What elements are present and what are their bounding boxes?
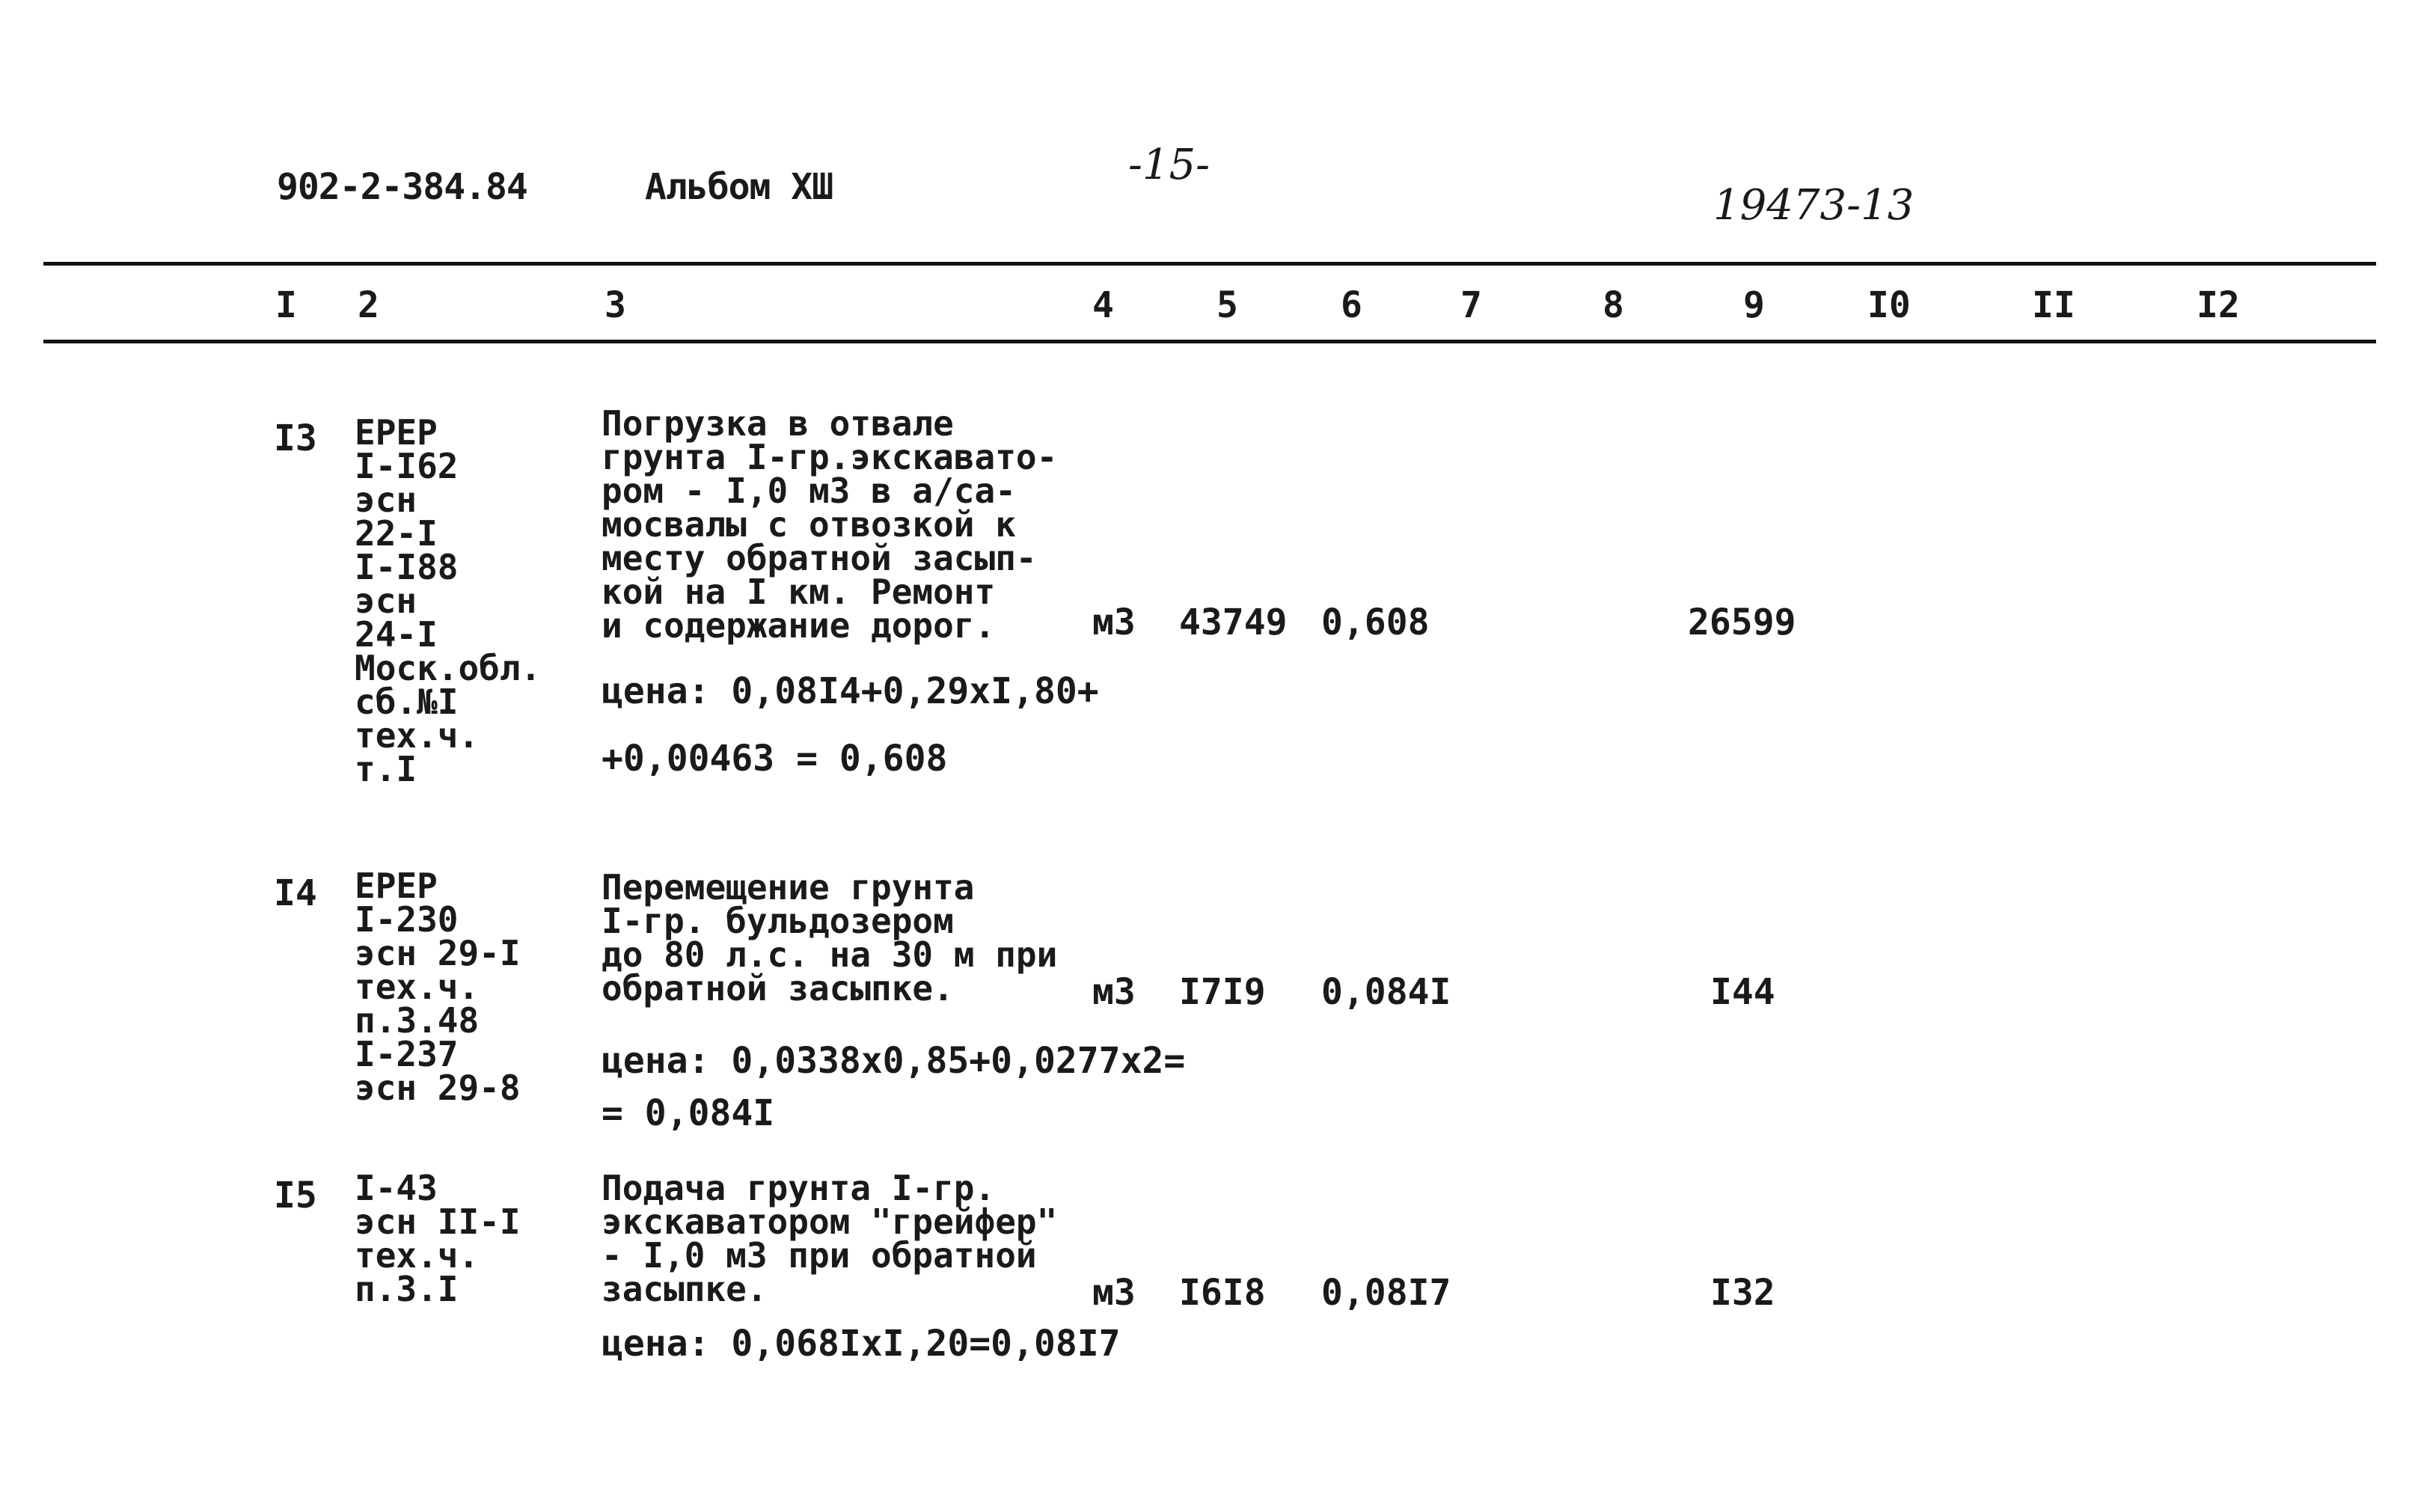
- reference-line: I-230: [355, 899, 459, 940]
- reference-line: эсн 29-I: [355, 933, 521, 973]
- total-cell: I44: [1710, 971, 1775, 1013]
- reference-line: т.I: [355, 749, 417, 789]
- description-line: до 80 л.с. на 30 м при: [602, 934, 1058, 975]
- unit-cell: м3: [1092, 602, 1136, 643]
- reference-line: эсн 29-8: [355, 1068, 521, 1108]
- reference-line: тех.ч.: [355, 1235, 480, 1276]
- description-line: месту обратной засып-: [602, 538, 1037, 578]
- description-line: мосвалы с отвозкой к: [602, 504, 1016, 545]
- reference-line: ЕРЕР: [355, 412, 438, 453]
- reference-cell: [355, 1168, 521, 1309]
- description-cell: [602, 867, 1058, 1008]
- reference-line: эсн: [355, 581, 417, 621]
- unit-cell: м3: [1092, 1272, 1136, 1314]
- description-line: ром - I,0 м3 в а/са-: [602, 471, 1016, 511]
- column-header: 2: [358, 284, 379, 326]
- description-line: обратной засыпке.: [602, 968, 954, 1008]
- row-number: I3: [274, 417, 317, 459]
- reference-line: Моск.обл.: [355, 648, 542, 688]
- page-number: -15-: [1128, 141, 1210, 189]
- reference-line: п.3.48: [355, 1000, 480, 1041]
- row-number: I4: [274, 872, 317, 914]
- quantity-cell: 43749: [1179, 602, 1288, 643]
- column-header: 9: [1743, 284, 1765, 326]
- reference-line: тех.ч.: [355, 967, 480, 1007]
- description-line: Подача грунта I-гр.: [602, 1168, 996, 1208]
- column-header: 4: [1092, 284, 1114, 326]
- column-header: 3: [605, 284, 626, 326]
- description-line: грунта I-гр.экскавато-: [602, 437, 1058, 477]
- document-number: 902-2-384.84: [277, 166, 527, 208]
- reference-line: тех.ч.: [355, 715, 480, 756]
- price-calculation: цена: 0,068IxI,20=0,08I7: [602, 1323, 1121, 1365]
- price-cell: 0,08I7: [1321, 1272, 1451, 1314]
- reference-line: 24-I: [355, 614, 438, 655]
- price-calculation: = 0,084I: [602, 1092, 775, 1134]
- description-cell: [602, 1168, 1058, 1309]
- column-header: II: [2032, 284, 2075, 326]
- description-line: - I,0 м3 при обратной: [602, 1235, 1037, 1276]
- column-header: 7: [1460, 284, 1482, 326]
- description-line: и содержание дорог.: [602, 605, 996, 646]
- table-top-rule: [43, 262, 2376, 266]
- reference-line: сб.№I: [355, 682, 459, 722]
- reference-line: I-I88: [355, 547, 459, 587]
- reference-cell: [355, 866, 521, 1108]
- price-calculation: цена: 0,08I4+0,29xI,80+: [602, 670, 1099, 712]
- total-cell: 26599: [1688, 602, 1796, 643]
- reference-line: I-43: [355, 1168, 438, 1208]
- row-number: I5: [274, 1175, 317, 1216]
- column-header: 8: [1603, 284, 1624, 326]
- description-cell: [602, 403, 1058, 646]
- description-line: экскаватором "грейфер": [602, 1202, 1058, 1242]
- column-header: 6: [1341, 284, 1362, 326]
- reference-line: п.3.I: [355, 1269, 459, 1309]
- price-calculation: +0,00463 = 0,608: [602, 738, 948, 780]
- table-header-rule: [43, 340, 2376, 343]
- reference-line: эсн: [355, 480, 417, 520]
- reference-line: ЕРЕР: [355, 866, 438, 906]
- inventory-number: 19473-13: [1713, 181, 1915, 230]
- quantity-cell: I7I9: [1179, 971, 1266, 1013]
- unit-cell: м3: [1092, 971, 1136, 1013]
- description-line: Погрузка в отвале: [602, 403, 954, 444]
- album-title: Альбом XШ: [645, 166, 833, 208]
- price-cell: 0,084I: [1321, 971, 1451, 1013]
- price-calculation: цена: 0,0338x0,85+0,0277x2=: [602, 1040, 1186, 1082]
- reference-line: I-I62: [355, 446, 459, 486]
- reference-line: 22-I: [355, 513, 438, 554]
- reference-line: эсн II-I: [355, 1202, 521, 1242]
- description-line: Перемещение грунта: [602, 867, 975, 907]
- column-header: I0: [1867, 284, 1911, 326]
- description-line: I-гр. бульдозером: [602, 901, 954, 941]
- description-line: кой на I км. Ремонт: [602, 572, 996, 612]
- price-cell: 0,608: [1321, 602, 1430, 643]
- reference-cell: [355, 412, 542, 789]
- reference-line: I-237: [355, 1034, 459, 1074]
- column-header: 5: [1216, 284, 1238, 326]
- total-cell: I32: [1710, 1272, 1775, 1314]
- quantity-cell: I6I8: [1179, 1272, 1266, 1314]
- column-header: I: [275, 284, 297, 326]
- description-line: засыпке.: [602, 1269, 768, 1309]
- column-header: I2: [2197, 284, 2240, 326]
